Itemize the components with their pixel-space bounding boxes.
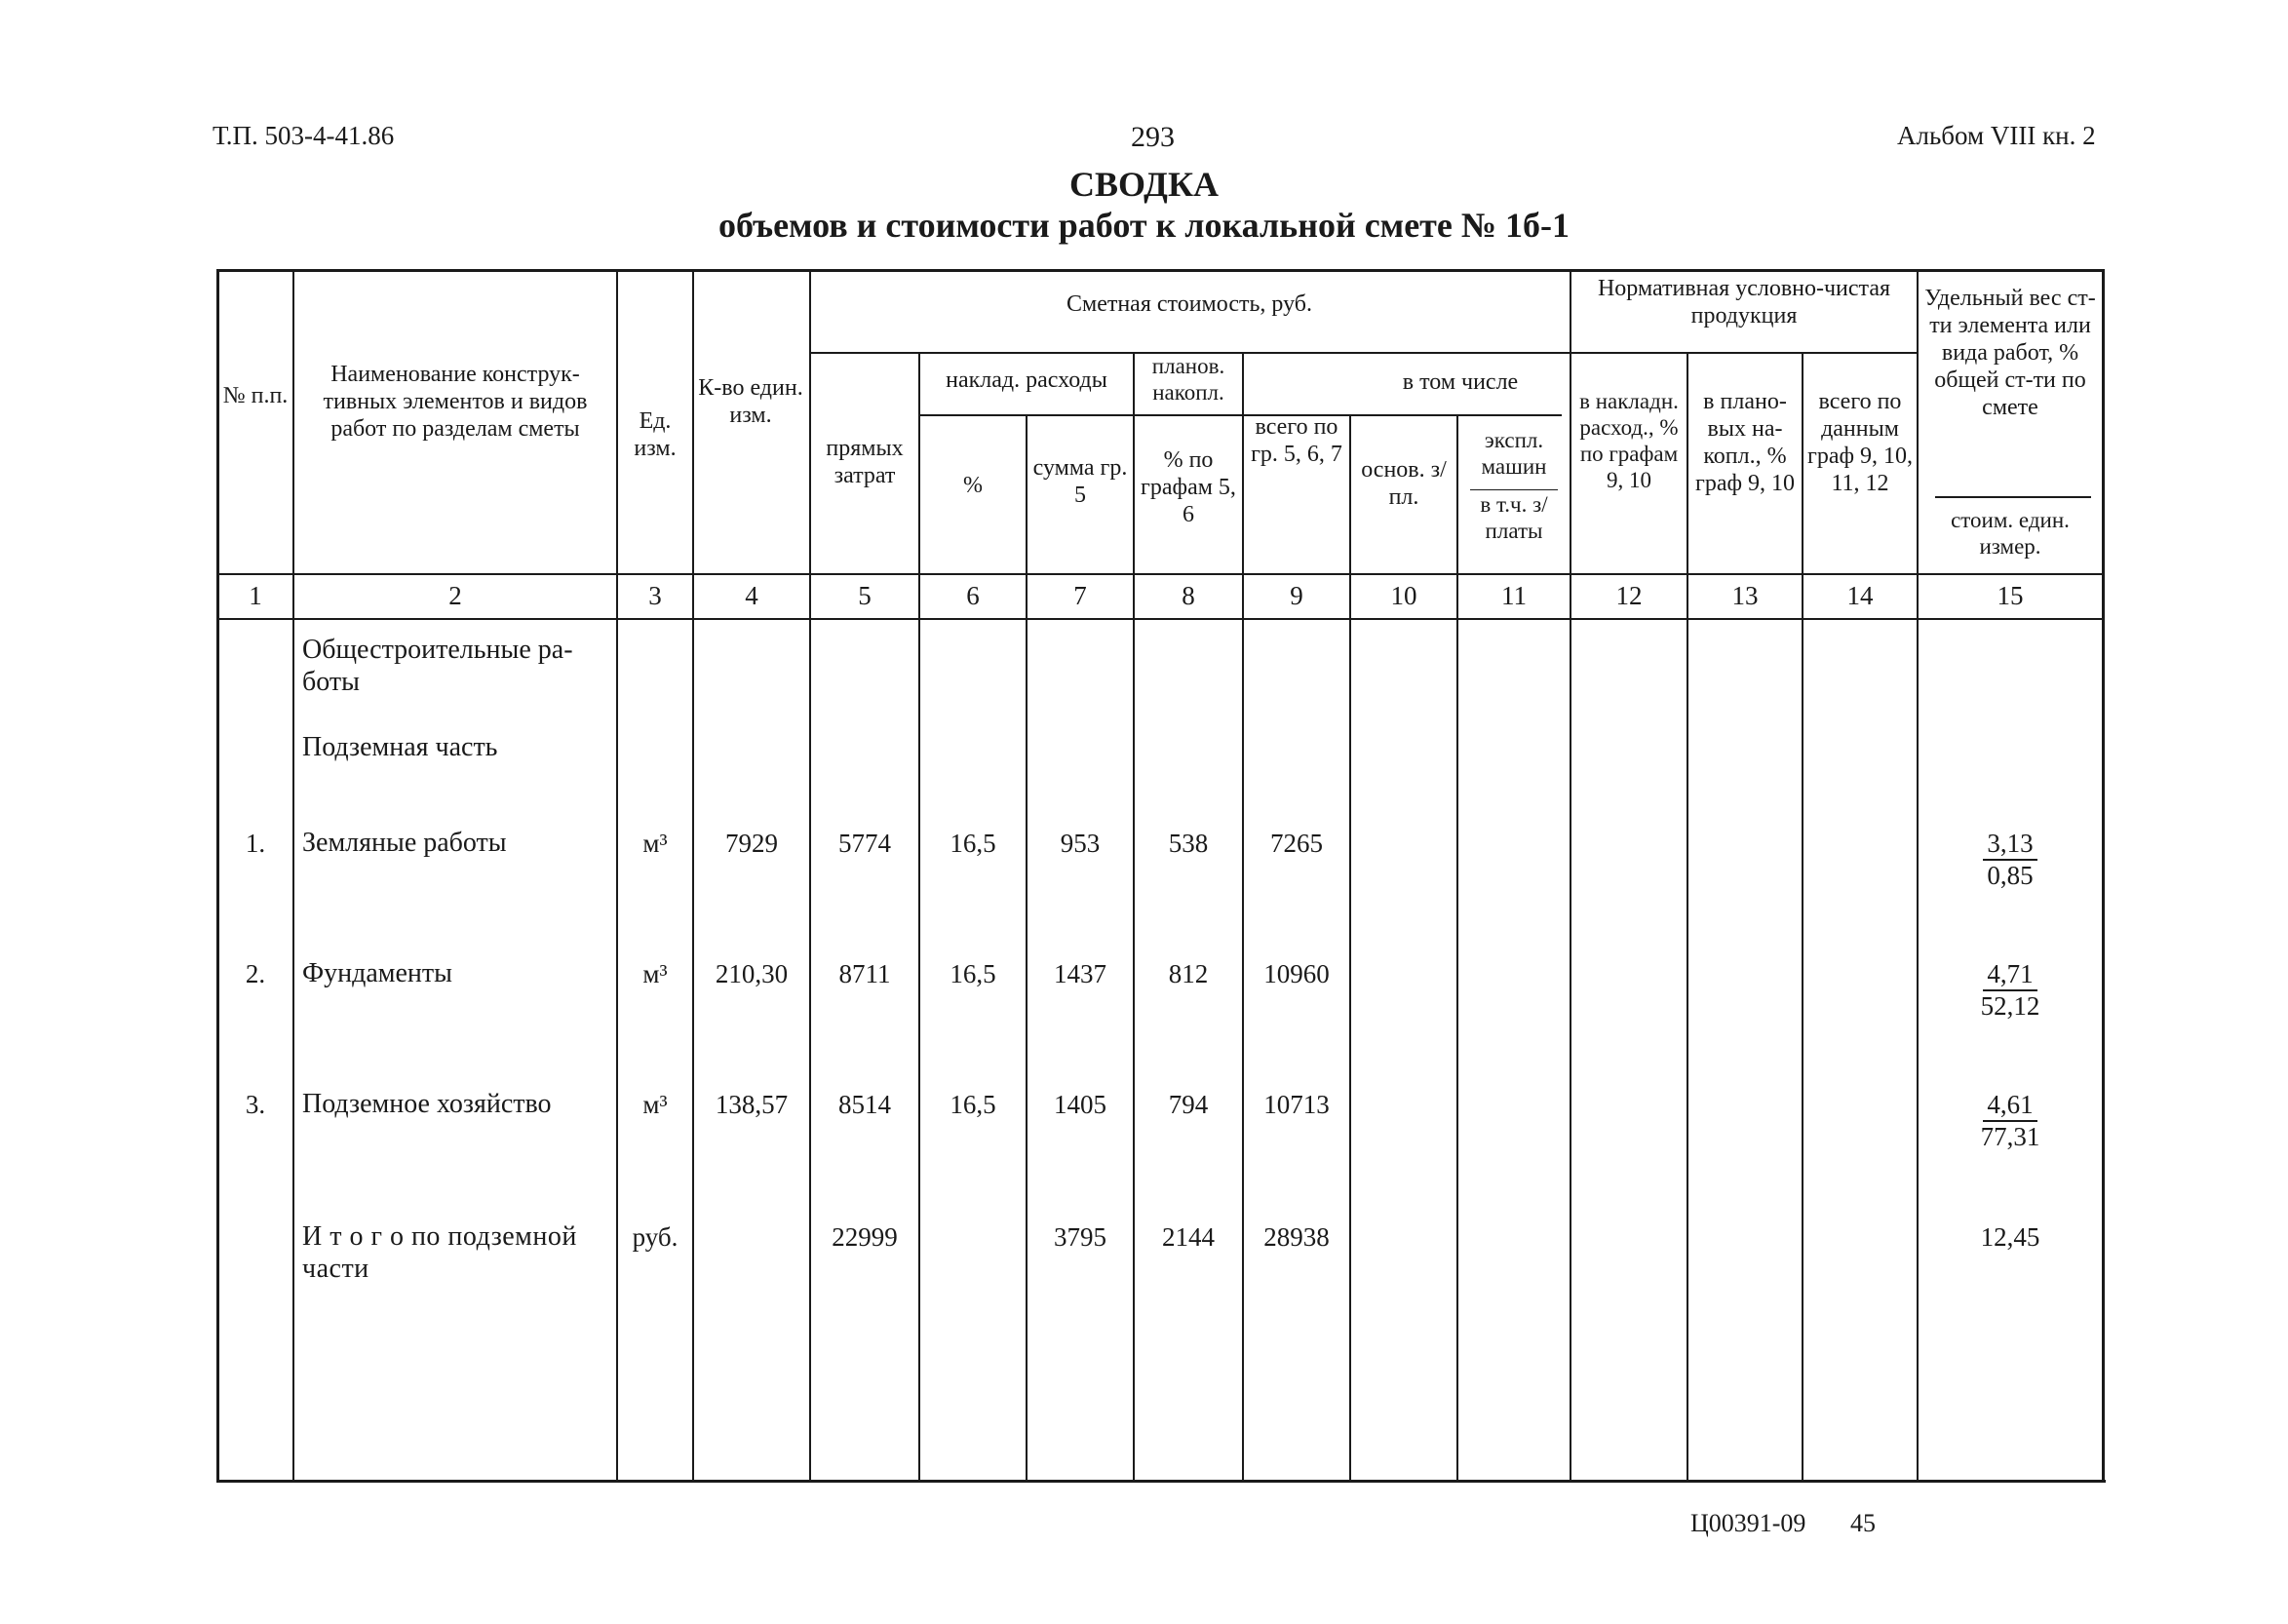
header-num: № п.п.	[222, 383, 289, 408]
total-name: И т о г о по подземной части	[302, 1221, 577, 1284]
header-machine: экспл. машин	[1481, 428, 1547, 479]
total-direct: 22999	[832, 1222, 898, 1252]
row-qty: 138,57	[715, 1090, 789, 1119]
row-qty: 7929	[725, 829, 778, 858]
total-unit: руб.	[632, 1222, 679, 1252]
col-number: 5	[858, 581, 872, 610]
section-underground: Подземная часть	[302, 732, 498, 762]
row-overhead: 1405	[1054, 1090, 1106, 1119]
row-name: Подземное хозяйство	[302, 1089, 552, 1119]
header-overhead: наклад. расходы	[946, 367, 1107, 393]
header-total: всего по гр. 5, 6, 7	[1251, 414, 1342, 467]
row-qty: 210,30	[715, 959, 789, 988]
col-number: 15	[1997, 581, 2024, 610]
col-number: 3	[648, 581, 662, 610]
row-share: 4,61	[1983, 1090, 2036, 1122]
row-total: 10960	[1263, 959, 1330, 988]
header-specific-unit: стоим. един. измер.	[1951, 508, 2070, 559]
col-number: 13	[1731, 581, 1759, 610]
footer-sheet: 45	[1850, 1509, 1876, 1537]
doc-code: Т.П. 503-4-41.86	[213, 121, 395, 150]
header-norm-overhead: в накладн. расход., % по графам 9, 10	[1579, 389, 1679, 492]
row-planned: 812	[1168, 959, 1209, 988]
header-direct: прямых затрат	[826, 436, 904, 488]
header-incl: в том числе	[1402, 369, 1519, 395]
footer-code: Ц00391-09	[1690, 1509, 1806, 1537]
header-machine-wage: в т.ч. з/платы	[1480, 492, 1548, 543]
total-planned: 2144	[1162, 1222, 1215, 1252]
album-label: Альбом VIII кн. 2	[1897, 121, 2096, 150]
header-planned-pct: % по графам 5, 6	[1141, 447, 1236, 527]
row-direct: 8514	[838, 1090, 891, 1119]
row-total: 10713	[1263, 1090, 1330, 1119]
header-planned: планов. накопл.	[1151, 354, 1225, 405]
total-share: 12,45	[1980, 1222, 2040, 1252]
row-unit-cost: 77,31	[1980, 1122, 2040, 1151]
row-pct: 16,5	[950, 1090, 996, 1119]
row-pct: 16,5	[950, 959, 996, 988]
row-name: Земляные работы	[302, 828, 507, 858]
header-norm-group: Нормативная условно-чистая продукция	[1597, 276, 1891, 329]
section-general: Общестроительные ра-боты	[302, 635, 573, 697]
row-unit: м³	[642, 959, 668, 988]
header-norm-total: всего по данным граф 9, 10, 11, 12	[1806, 389, 1914, 496]
col-number: 9	[1290, 581, 1303, 610]
doc-title: СВОДКА	[1068, 165, 1220, 204]
row-overhead: 953	[1060, 829, 1101, 858]
row-share-fraction	[1919, 829, 2102, 891]
col-number: 7	[1073, 581, 1087, 610]
header-qty: К-во един. изм.	[698, 375, 803, 428]
total-total: 28938	[1263, 1222, 1330, 1252]
row-unit: м³	[642, 1090, 668, 1119]
row-planned: 538	[1168, 829, 1209, 858]
row-total: 7265	[1270, 829, 1323, 858]
row-num: 1.	[245, 829, 266, 858]
row-num: 2.	[245, 959, 266, 988]
doc-subtitle: объемов и стоимости работ к локальной смете № 1б-1	[717, 206, 1571, 245]
header-overhead-pct: %	[963, 473, 983, 498]
col-number: 10	[1390, 581, 1417, 610]
row-unit: м³	[642, 829, 668, 858]
row-share: 4,71	[1983, 959, 2036, 991]
row-planned: 794	[1168, 1090, 1209, 1119]
row-share-fraction	[1919, 1090, 2102, 1152]
row-pct: 16,5	[950, 829, 996, 858]
header-specific: Удельный вес ст-ти элемента или вида работ, % общей ст-ти по смете	[1924, 286, 2096, 420]
row-direct: 5774	[838, 829, 891, 858]
col-number: 14	[1846, 581, 1874, 610]
header-cost-group: Сметная стоимость, руб.	[1066, 291, 1312, 317]
col-number: 4	[745, 581, 758, 610]
row-num: 3.	[245, 1090, 266, 1119]
row-name: Фундаменты	[302, 958, 452, 988]
col-number: 6	[966, 581, 980, 610]
row-unit-cost: 52,12	[1980, 991, 2040, 1021]
row-direct: 8711	[838, 959, 891, 988]
col-number: 8	[1182, 581, 1195, 610]
header-unit: Ед. изм.	[634, 408, 677, 461]
row-share: 3,13	[1983, 829, 2036, 861]
page-number: 293	[1131, 121, 1175, 153]
col-number: 12	[1615, 581, 1643, 610]
col-number: 2	[448, 581, 462, 610]
header-name: Наименование конструк-тивных элементов и видов работ по разделам сметы	[323, 362, 588, 442]
row-overhead: 1437	[1054, 959, 1106, 988]
total-overhead: 3795	[1054, 1222, 1106, 1252]
header-norm-planned: в плано-вых на-копл., % граф 9, 10	[1694, 389, 1796, 496]
col-number: 11	[1501, 581, 1527, 610]
row-share-fraction	[1919, 959, 2102, 1022]
header-overhead-sum: сумма гр. 5	[1032, 455, 1128, 508]
col-number: 1	[249, 581, 262, 610]
header-wage: основ. з/пл.	[1361, 457, 1447, 510]
row-unit-cost: 0,85	[1987, 861, 2034, 890]
